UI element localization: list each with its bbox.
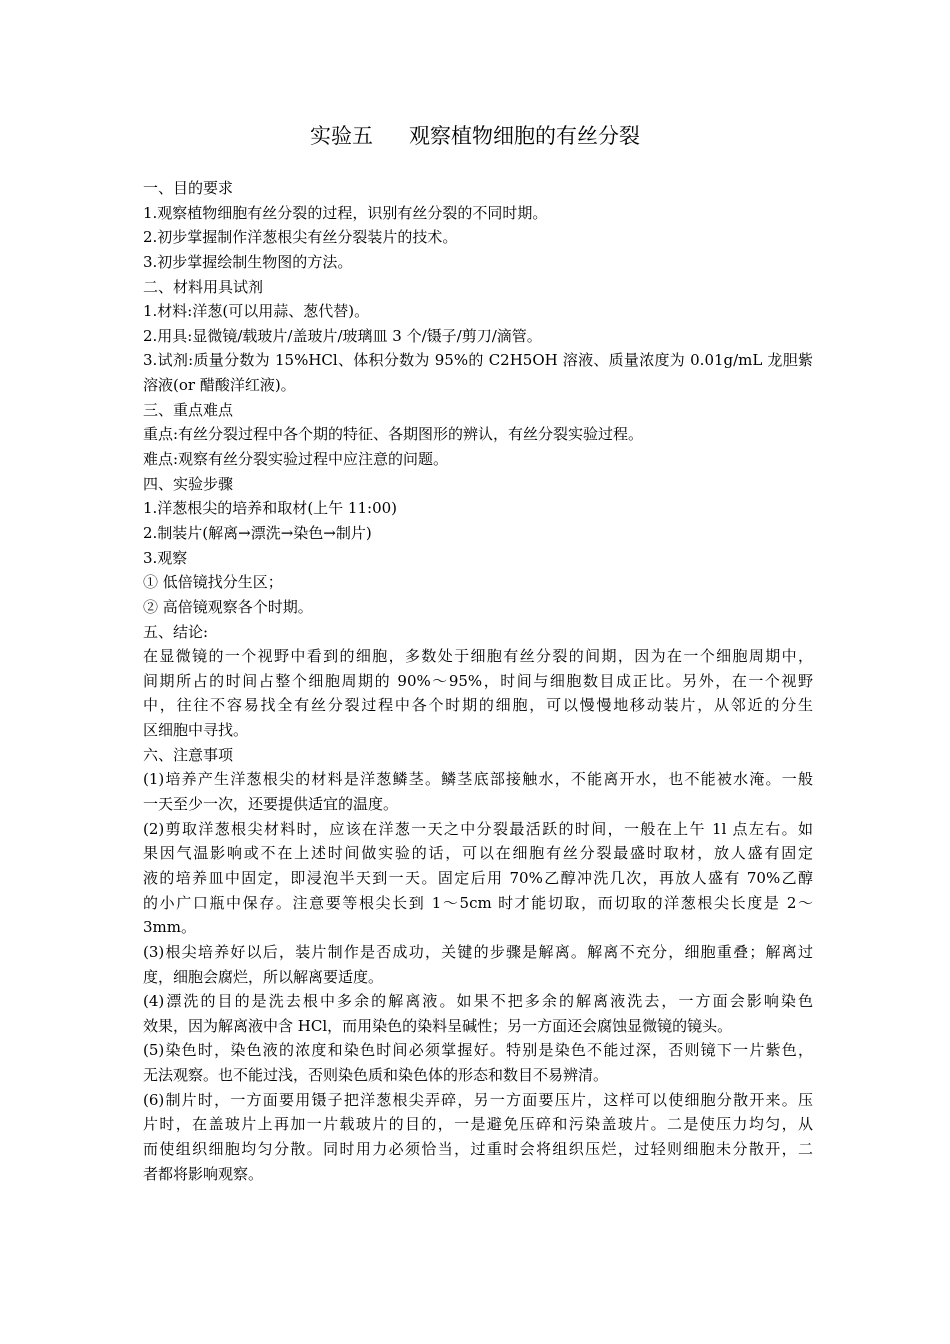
text-line: ① 低倍镜找分生区； — [143, 573, 283, 592]
page-title — [0, 118, 950, 154]
text-line: 区细胞中寻找。 — [143, 721, 249, 740]
text-line: 者都将影响观察。 — [143, 1164, 264, 1183]
text-line: 一、目的要求 — [143, 179, 234, 197]
text-line: 一天至少一次，还要提供适宜的温度。 — [143, 795, 399, 814]
text-line: ② 高倍镜观察各个时期。 — [143, 597, 313, 616]
text-line: 二、材料用具试剂 — [143, 277, 264, 296]
text-line: (4)漂洗的目的是洗去根中多余的解离液。如果不把多余的解离液洗去，一方面会影响染色 — [143, 992, 813, 1011]
text-line: 2.初步掌握制作洋葱根尖有丝分裂装片的技术。 — [143, 228, 458, 247]
text-line: 三、重点难点 — [143, 400, 234, 419]
text-line: 3.观察 — [143, 548, 188, 567]
text-line: 2.制装片(解离→漂洗→染色→制片) — [143, 523, 372, 542]
text-line: 无法观察。也不能过浅，否则染色质和染色体的形态和数目不易辨清。 — [143, 1066, 609, 1085]
text-line: (6)制片时，一方面要用镊子把洋葱根尖弄碎，另一方面要压片，这样可以使细胞分散开来。压 — [143, 1090, 813, 1109]
text-line: 中，往往不容易找全有丝分裂过程中各个时期的细胞，可以慢慢地移动装片，从邻近的分生 — [143, 696, 813, 715]
text-line: (5)染色时，染色液的浓度和染色时间必须掌握好。特别是染色不能过深，否则镜下一片紫色， — [143, 1041, 813, 1060]
text-line: 的小广口瓶中保存。注意要等根尖长到 1～5cm 时才能切取，而切取的洋葱根尖长度是 2～ — [143, 893, 813, 912]
text-line: 3.试剂:质量分数为 15%HCl、体积分数为 95%的 C2H5OH 溶液、质量浓度为 0.01g/mL 龙胆紫 — [143, 351, 813, 370]
text-line: 效果，因为解离液中含 HCl，而用染色的染料呈碱性；另一方面还会腐蚀显微镜的镜头。 — [143, 1016, 733, 1035]
text-line: (3)根尖培养好以后，装片制作是否成功，关键的步骤是解离。解离不充分，细胞重叠；解离过 — [143, 942, 813, 961]
text-line: 液的培养皿中固定，即浸泡半天到一天。固定后用 70%乙醇冲洗几次，再放人盛有 70%乙醇 — [143, 868, 813, 887]
text-line: 溶液(or 醋酸洋红液)。 — [143, 376, 296, 395]
text-line: 1.洋葱根尖的培养和取材(上午 11:00) — [143, 499, 398, 518]
text-line: 2.用具:显微镜/载玻片/盖玻片/玻璃皿 3 个/镊子/剪刀/滴管。 — [143, 326, 542, 345]
text-line: 间期所占的时间占整个细胞周期的 90%～95%，时间与细胞数目成正比。另外，在一个视野 — [143, 671, 813, 690]
text-line: (2)剪取洋葱根尖材料时，应该在洋葱一天之中分裂最活跃的时间，一般在上午 1l 点左右。如 — [143, 819, 813, 838]
document-body — [143, 176, 813, 1186]
text-line: 3mm。 — [143, 918, 196, 937]
text-line: 1.材料:洋葱(可以用蒜、葱代替)。 — [143, 302, 370, 321]
text-line: 重点:有丝分裂过程中各个期的特征、各期图形的辨认，有丝分裂实验过程。 — [143, 425, 644, 444]
text-line: 难点:观察有丝分裂实验过程中应注意的问题。 — [143, 450, 449, 469]
text-line: 片时，在盖玻片上再加一片载玻片的目的，一是避免压碎和污染盖玻片。二是使压力均匀，从 — [143, 1115, 813, 1134]
text-line: 3.初步掌握绘制生物图的方法。 — [143, 252, 353, 271]
text-line: 四、实验步骤 — [143, 474, 234, 493]
text-line: 五、结论: — [143, 622, 209, 641]
text-line: 度，细胞会腐烂，所以解离要适度。 — [143, 967, 384, 986]
text-line: 六、注意事项 — [143, 745, 234, 764]
text-line: 1.观察植物细胞有丝分裂的过程，识别有丝分裂的不同时期。 — [143, 203, 548, 222]
title-experiment-name: 观察植物细胞的有丝分裂 — [409, 124, 640, 148]
text-line: 果因气温影响或不在上述时间做实验的话，可以在细胞有丝分裂最盛时取材，放人盛有固定 — [143, 844, 813, 863]
text-line: (1)培养产生洋葱根尖的材料是洋葱鳞茎。鳞茎底部接触水，不能离开水，也不能被水淹。一般 — [143, 770, 813, 789]
text-line: 而使组织细胞均匀分散。同时用力必须恰当，过重时会将组织压烂，过轻则细胞未分散开，二 — [143, 1139, 813, 1158]
title-experiment-number: 实验五 — [310, 124, 373, 148]
text-line: 在显微镜的一个视野中看到的细胞，多数处于细胞有丝分裂的间期，因为在一个细胞周期中， — [143, 647, 813, 666]
